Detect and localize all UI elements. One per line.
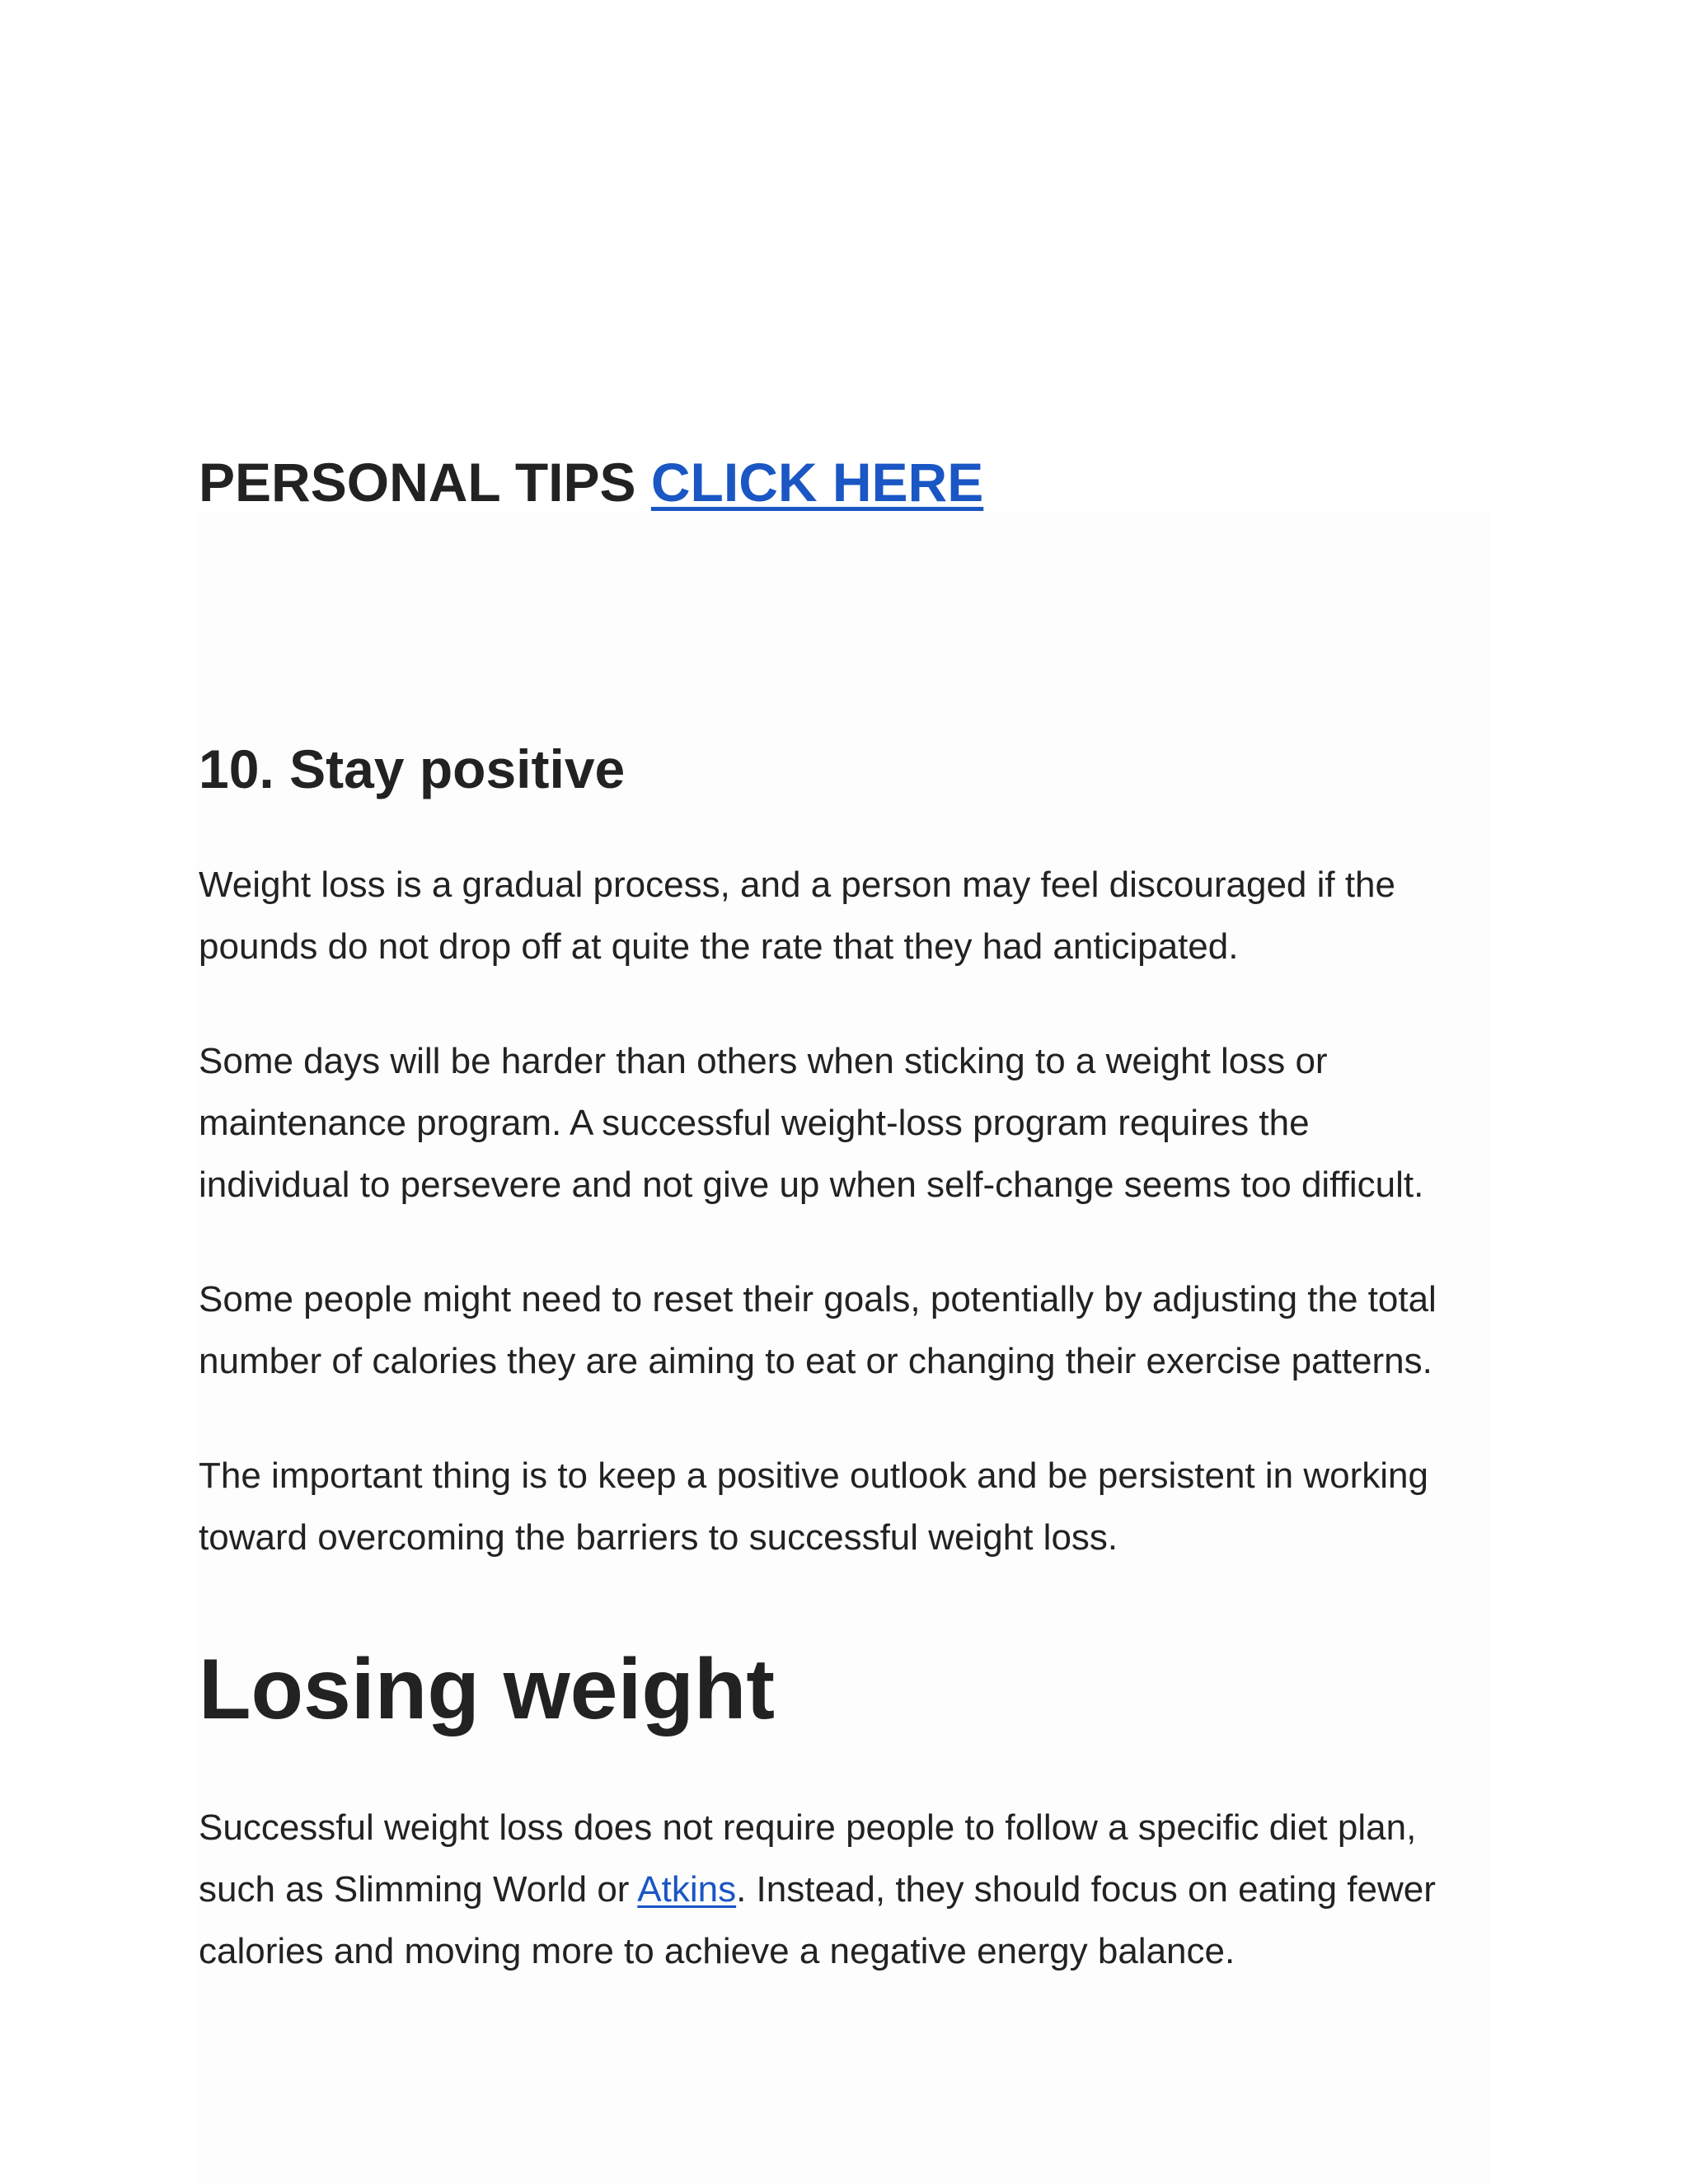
paragraph-line: maintenance program. A successful weight-loss program requires the: [199, 1103, 1310, 1143]
paragraph-losing-weight: [199, 1797, 1436, 1982]
paragraph-3: [199, 1268, 1437, 1392]
personal-tips-heading: [199, 449, 983, 515]
paragraph-line: Some days will be harder than others when sticking to a weight loss or: [199, 1041, 1328, 1081]
paragraph-line: Some people might need to reset their goals, potentially by adjusting the total: [199, 1279, 1437, 1319]
paragraph-line: calories and moving more to achieve a negative energy balance.: [199, 1931, 1236, 1971]
text-segment: . Instead, they should focus on eating fewer: [736, 1869, 1436, 1910]
paragraph-line-with-link: [199, 1858, 1436, 1920]
paragraph-line: Weight loss is a gradual process, and a person may feel discouraged if the: [199, 865, 1395, 905]
paragraph-line: pounds do not drop off at quite the rate that they had anticipated.: [199, 926, 1239, 967]
paragraph-1: [199, 854, 1395, 977]
main-heading-losing-weight: Losing weight: [199, 1642, 776, 1737]
paragraph-line: individual to persevere and not give up when self-change seems too difficult.: [199, 1165, 1424, 1205]
text-segment: such as Slimming World or: [199, 1869, 638, 1910]
click-here-link[interactable]: CLICK HERE: [650, 452, 984, 513]
personal-tips-label: PERSONAL TIPS: [199, 452, 636, 513]
paragraph-4: [199, 1445, 1428, 1568]
atkins-link[interactable]: Atkins: [637, 1869, 737, 1910]
paragraph-line: Successful weight loss does not require people to follow a specific diet plan,: [199, 1807, 1417, 1848]
paragraph-line: number of calories they are aiming to eat or changing their exercise patterns.: [199, 1341, 1432, 1381]
paragraph-line: toward overcoming the barriers to successful weight loss.: [199, 1517, 1118, 1558]
paragraph-2: [199, 1030, 1423, 1216]
section-heading-stay-positive: 10. Stay positive: [199, 738, 626, 799]
paragraph-line: The important thing is to keep a positive outlook and be persistent in working: [199, 1455, 1428, 1496]
